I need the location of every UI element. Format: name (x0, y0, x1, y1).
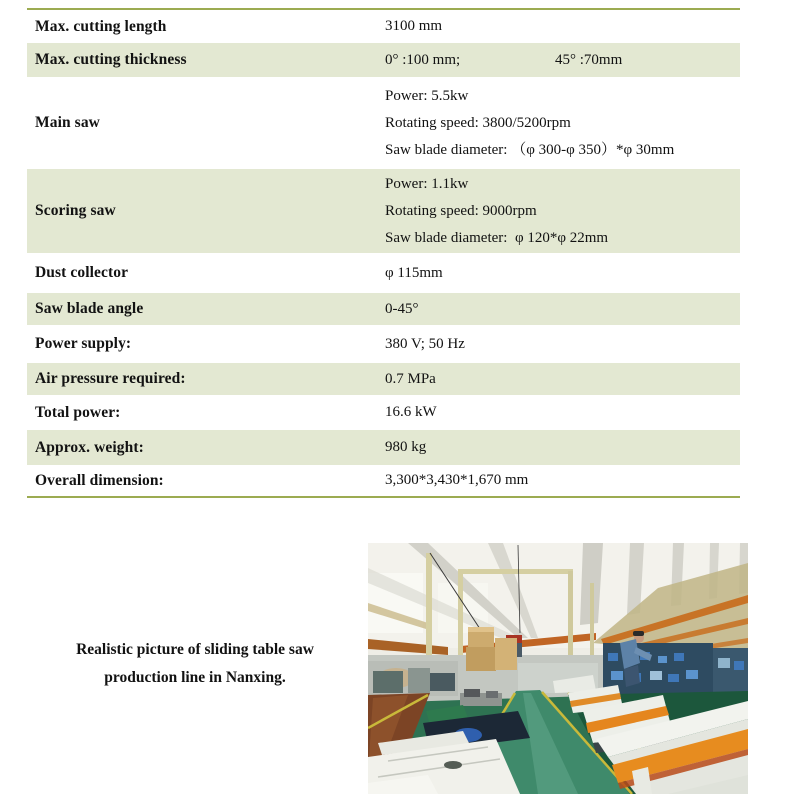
spec-label: Scoring saw (35, 202, 116, 219)
spec-value: φ 115mm (385, 264, 443, 281)
spec-label: Air pressure required: (35, 370, 186, 387)
spec-value: 380 V; 50 Hz (385, 335, 465, 352)
photo-caption-line1: Realistic picture of sliding table saw (76, 641, 314, 658)
spec-row-max-cutting-thickness (27, 43, 740, 77)
spec-label: Saw blade angle (35, 300, 144, 317)
spec-value-line-speed: Rotating speed: 9000rpm (385, 202, 537, 219)
spec-value-line-power: Power: 5.5kw (385, 87, 469, 104)
spec-value (385, 52, 740, 69)
spec-value-part-0deg: 0° :100 mm; (385, 51, 461, 68)
spec-value: 16.6 kW (385, 404, 437, 420)
spec-label: Overall dimension: (35, 471, 164, 489)
spec-row-max-cutting-length (27, 10, 740, 43)
spec-row-saw-blade-angle (27, 293, 740, 325)
spec-value-line-speed: Rotating speed: 3800/5200rpm (385, 114, 571, 131)
specification-table (27, 8, 740, 498)
spec-row-total-power (27, 395, 740, 430)
spec-value: 0-45° (385, 300, 419, 317)
spec-row-main-saw (27, 77, 740, 169)
spec-row-dust-collector (27, 253, 740, 293)
spec-row-power-supply (27, 325, 740, 363)
spec-value: 3100 mm (385, 18, 443, 34)
photo-caption-line2: production line in Nanxing. (104, 669, 286, 686)
spec-value-line-power: Power: 1.1kw (385, 175, 469, 192)
spec-value (385, 171, 740, 252)
spec-row-approx-weight (27, 430, 740, 465)
spec-label: Total power: (35, 403, 121, 421)
spec-row-overall-dimension (27, 465, 740, 496)
spec-label: Dust collector (35, 264, 129, 281)
spec-value: 980 kg (385, 439, 427, 455)
spec-value-line-blade: Saw blade diameter: φ 120*φ 22mm (385, 229, 609, 246)
spec-row-scoring-saw (27, 169, 740, 253)
spec-label: Max. cutting length (35, 17, 167, 35)
spec-value: 3,300*3,430*1,670 mm (385, 472, 529, 488)
photo-caption (40, 636, 350, 692)
spec-value: 0.7 MPa (385, 370, 436, 387)
spec-label: Approx. weight: (35, 438, 144, 456)
spec-label: Power supply: (35, 335, 132, 352)
spec-row-air-pressure (27, 363, 740, 395)
spec-value-line-blade: Saw blade diameter: （φ 300-φ 350）*φ 30mm (385, 141, 675, 158)
spec-value (385, 83, 740, 164)
spec-label: Main saw (35, 114, 100, 131)
spec-label: Max. cutting thickness (35, 51, 187, 68)
spec-value-part-45deg: 45° :70mm (555, 51, 623, 68)
production-line-photo (368, 543, 748, 794)
